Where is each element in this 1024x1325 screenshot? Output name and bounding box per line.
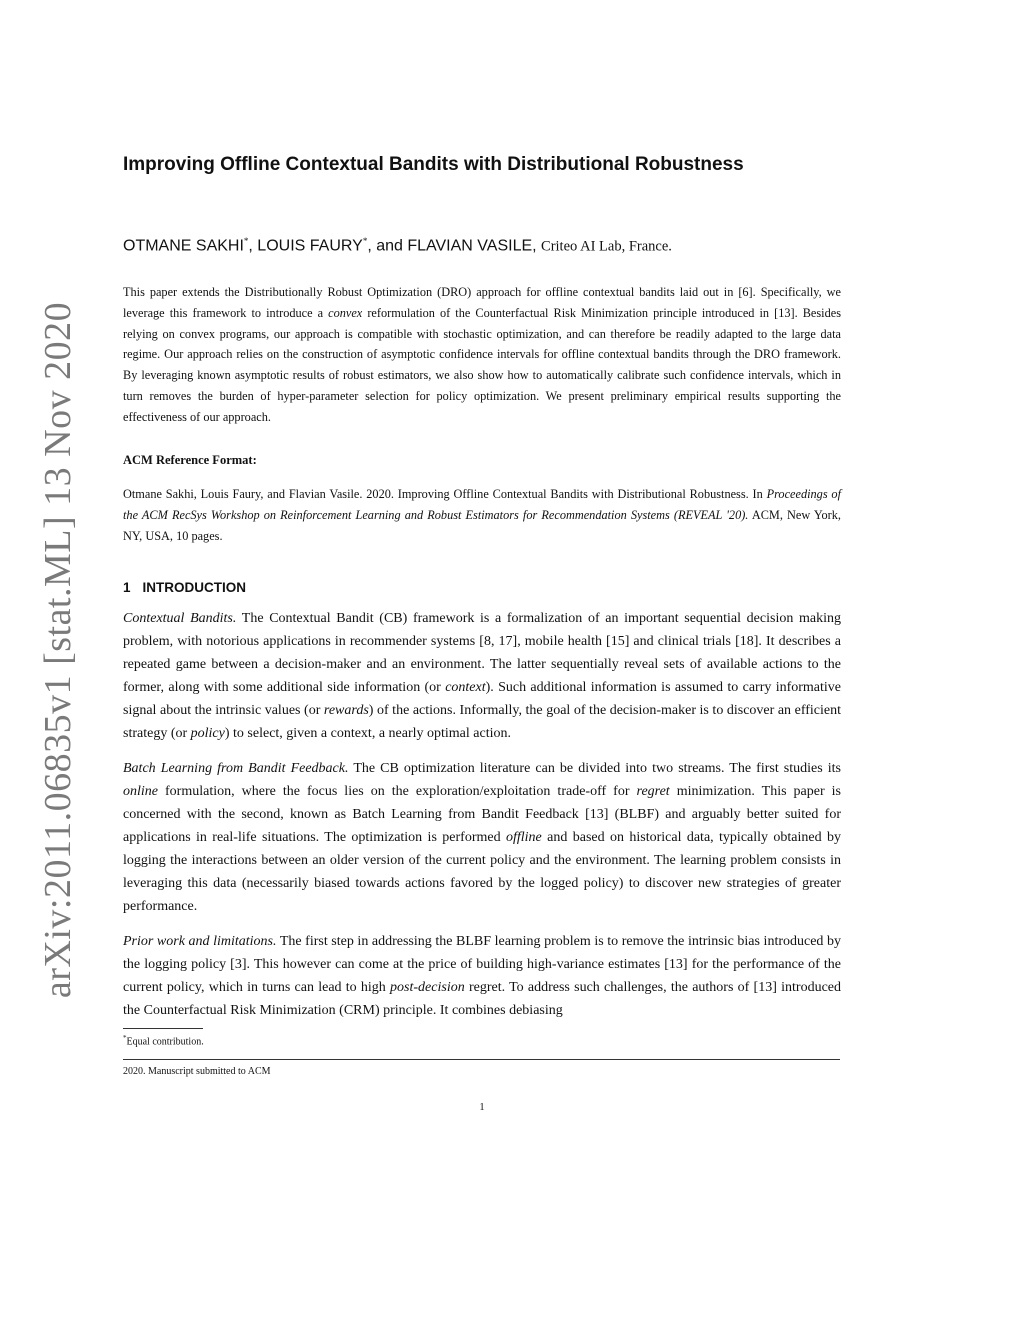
paragraph-text: The CB optimization literature can be divided into two streams. The first studies its <box>348 761 841 776</box>
section-title: INTRODUCTION <box>142 580 247 595</box>
author-separator: , and <box>367 237 408 255</box>
paragraph-text: regret. To address such challenges, the authors of [13] introduced the Counterfactual Risk Minimization (CRM) principle. It combines debiasing <box>123 980 841 1018</box>
section-number: 1 <box>123 580 131 595</box>
paper-title: Improving Offline Contextual Bandits with Distributional Robustness <box>123 154 744 175</box>
paragraph-text: The Contextual Bandit (CB) framework is a formalization of an important sequential decision making problem, with notorious applications in recommender systems [8, 17], mobile health [15] and clinical trials [18]. It describes a repeated game between a decision-maker and an environment. The latter sequentially reveal sets of available actions to the former, along with some additional side information (or <box>123 611 841 695</box>
abstract-text: reformulation of the Counterfactual Risk Minimization principle introduced in [13]. Besides relying on convex programs, our approach is compatible with stochastic optimization, and can therefore be readily adapted to the large data regime. Our approach relies on the construction of asymptotic confidence intervals for offline contextual bandits through the DRO framework. By leveraging known asymptotic results of robust estimators, we also show how to automatically calibrate such confidence intervals, which in turn removes the burden of hyper-parameter selection for policy optimization. We present preliminary empirical results supporting the effectiveness of our approach. <box>123 305 841 424</box>
equal-contribution-mark: * <box>243 236 249 246</box>
emphasis: online <box>123 784 158 799</box>
author-name: LOUIS FAURY <box>257 237 363 255</box>
acm-reference-part: Otmane Sakhi, Louis Faury, and Flavian Vasile. 2020. Improving Offline Contextual Bandits with Distributional Robustness. In <box>123 487 767 501</box>
paragraph-lead: Contextual Bandits. <box>123 611 237 626</box>
page-number: 1 <box>479 1102 485 1113</box>
acm-reference-text <box>123 484 841 547</box>
page-footer-divider <box>123 1059 840 1060</box>
paragraph-contextual-bandits <box>123 607 841 745</box>
acm-reference-part: ACM, New York, NY, USA, 10 pages. <box>123 508 842 543</box>
paragraph-text: formulation, where the focus lies on the exploration/exploitation trade-off for <box>158 784 637 799</box>
paragraph-text: ). Such additional information is assumed to carry informative signal about the intrinsic values (or <box>123 680 841 718</box>
proceedings-name: Proceedings of the ACM RecSys Workshop on Reinforcement Learning and Robust Estimators for Recommendation Systems (REVEAL '20). <box>123 487 841 522</box>
footnote-divider <box>123 1028 203 1029</box>
paragraph-batch-learning <box>123 757 841 918</box>
footnote-text: Equal contribution. <box>126 1036 204 1048</box>
arxiv-stamp: arXiv:2011.06835v1 [stat.ML] 13 Nov 2020 <box>37 301 79 999</box>
section-heading <box>123 580 246 595</box>
emphasis: post-decision <box>390 980 465 995</box>
acm-reference-heading: ACM Reference Format: <box>123 453 257 467</box>
paragraph-lead: Batch Learning from Bandit Feedback. <box>123 761 349 776</box>
emphasis: offline <box>505 830 542 845</box>
paragraph-text: ) to select, given a context, a nearly optimal action. <box>224 726 511 741</box>
author-name: OTMANE SAKHI <box>123 237 244 255</box>
paragraph-text: and based on historical data, typically obtained by logging the interactions between an older version of the current policy and the environment. The learning problem consists in leveraging this data (necessarily biased towards actions favored by the logged policy) to discover new strategies of greater performance. <box>123 830 841 914</box>
paragraph-lead: Prior work and limitations. <box>123 934 277 949</box>
abstract <box>123 282 841 428</box>
emphasis: regret <box>636 784 670 799</box>
author-line <box>123 236 672 255</box>
emphasis: convex <box>328 305 363 320</box>
paragraph-prior-work <box>123 930 841 1022</box>
emphasis: policy <box>190 726 225 741</box>
paragraph-text: minimization. This paper is concerned with the second, known as Batch Learning from Bandit Feedback [13] (BLBF) and arguably better suited for applications in real-life situations. The optimization is performed <box>123 784 841 845</box>
affiliation: Criteo AI Lab, France. <box>541 238 672 255</box>
author-name: FLAVIAN VASILE <box>407 237 533 255</box>
emphasis: context <box>445 680 486 695</box>
author-separator: , <box>248 237 258 255</box>
equal-contribution-mark: * <box>362 236 368 246</box>
footnote <box>123 1034 204 1047</box>
footnote-mark: * <box>123 1034 127 1042</box>
emphasis: rewards <box>323 703 369 718</box>
abstract-text: This paper extends the Distributionally Robust Optimization (DRO) approach for offline contextual bandits laid out in [6]. Specifically, we leverage this framework to introduce a <box>123 285 841 320</box>
author-separator: , <box>532 237 542 255</box>
paragraph-text: The first step in addressing the BLBF learning problem is to remove the intrinsic bias introduced by the logging policy [3]. This however can come at the price of building high-variance estimates [13] for the performance of the current policy, which in turns can lead to high <box>123 934 842 995</box>
manuscript-note: 2020. Manuscript submitted to ACM <box>123 1066 271 1077</box>
paragraph-text: ) of the actions. Informally, the goal of the decision-maker is to discover an efficient strategy (or <box>123 703 841 741</box>
